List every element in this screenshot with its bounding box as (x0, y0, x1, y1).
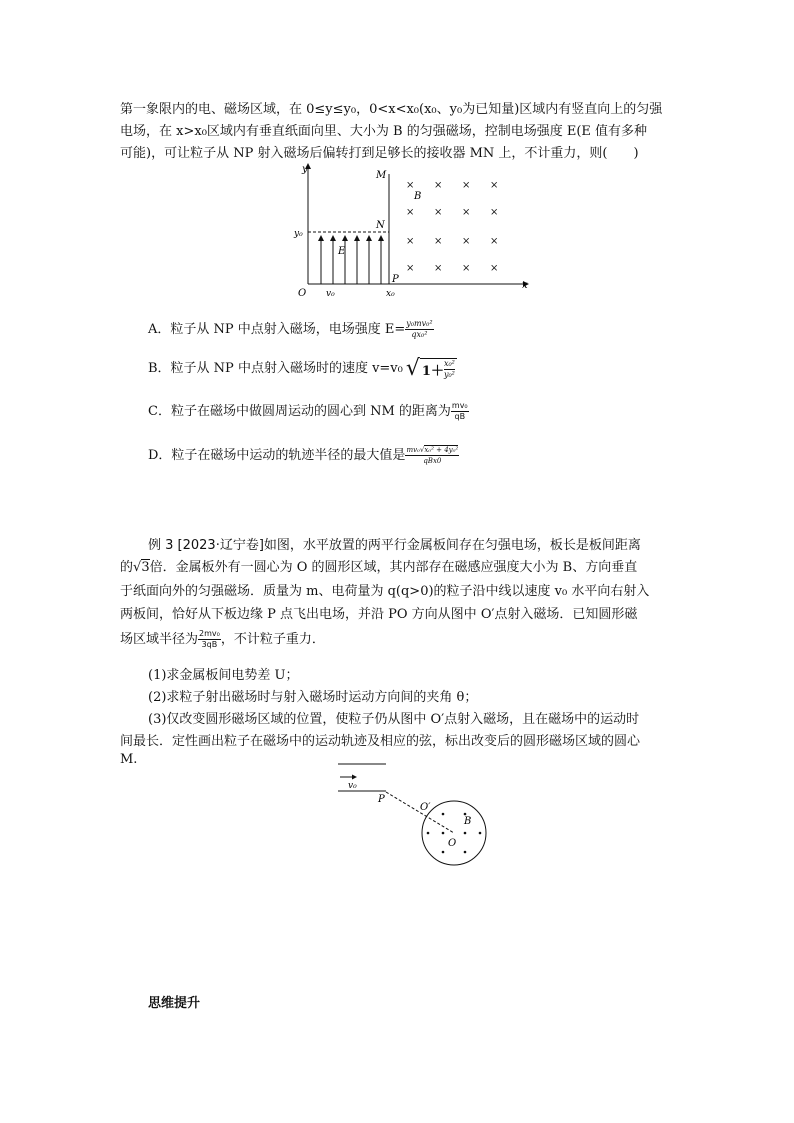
y-axis-label: y (302, 164, 308, 175)
label-m: M (376, 170, 387, 181)
option-a (148, 318, 434, 340)
radius-fraction: $\frac{\text{2mv₀}}{3qB}$ (199, 629, 220, 649)
svg-text:×: × (406, 263, 415, 274)
example3-figure (330, 758, 500, 868)
label-b: B (464, 816, 472, 827)
svg-text:×: × (434, 180, 443, 191)
option-b-radical: √ 1＋ $\frac{\text{x₀²}}{\text{y₀²}}$ (405, 356, 455, 381)
example3-line-1: 例 3 [2023·辽宁卷]如图，水平放置的两平行金属板间存在匀强电场，板长是板间距离 (148, 538, 641, 553)
example3-line-3: 于纸面向外的匀强磁场．质量为 m、电荷量为 q(q>0)的粒子沿中线以速度 v₀ 水平向右射入 (120, 584, 650, 599)
svg-text:×: × (462, 263, 471, 274)
label-p: P (378, 794, 385, 805)
label-y0: y₀ (294, 229, 303, 239)
svg-text:×: × (490, 236, 499, 247)
label-o-prime: O′ (420, 802, 431, 813)
option-c-text: C．粒子在磁场中做圆周运动的圆心到 NM 的距离为 (148, 404, 451, 419)
label-n: N (376, 220, 385, 231)
option-d-text: D．粒子在磁场中运动的轨迹半径的最大值是 (148, 448, 406, 463)
origin-label: O (298, 288, 307, 299)
svg-text:×: × (462, 236, 471, 247)
svg-text:×: × (462, 180, 471, 191)
example3-line-5: 场区域半径为 $\frac{\text{2mv₀}}{3qB}$ ，不计粒子重力． (120, 629, 325, 649)
svg-text:×: × (490, 207, 499, 218)
option-a-text: A．粒子从 NP 中点射入磁场，电场强度 E= (148, 322, 406, 337)
option-d-fraction: mv₀√x₀² + 4y₀² qBx0 (406, 446, 459, 465)
option-c-fraction: $\frac{\text{mv₀}}{qB}$ (451, 401, 468, 421)
example3-q1: (1)求金属板间电势差 U； (148, 668, 299, 683)
thinking-heading: 思维提升 (148, 996, 201, 1011)
electric-field-arrows (321, 236, 381, 284)
option-c (148, 400, 469, 422)
x-axis-label: x (522, 280, 528, 291)
example3-line-2: 的√3倍．金属板外有一圆心为 O 的圆形区域，其内部存在磁感应强度大小为 B、方向垂直 (120, 560, 638, 575)
problem1-line-1: 第一象限内的电、磁场区域，在 0≤y≤y₀，0<x<x₀(x₀、y₀为已知量)区域内有竖直向上的匀强 (120, 102, 663, 117)
option-b (148, 356, 457, 381)
svg-text:×: × (434, 263, 443, 274)
example3-label: 例 3 [2023·辽宁卷] (148, 538, 264, 553)
svg-text:×: × (490, 263, 499, 274)
svg-text:×: × (462, 207, 471, 218)
svg-text:×: × (406, 236, 415, 247)
label-b: B (414, 191, 422, 202)
label-x0: x₀ (386, 289, 395, 299)
svg-text:×: × (406, 207, 415, 218)
label-p: P (392, 274, 399, 285)
svg-text:×: × (434, 236, 443, 247)
svg-text:×: × (434, 207, 443, 218)
option-d (148, 444, 459, 466)
option-b-text: B．粒子从 NP 中点射入磁场时的速度 v=v₀ (148, 361, 403, 376)
example3-q2: (2)求粒子射出磁场时与射入磁场时运动方向间的夹角 θ； (148, 690, 478, 705)
option-a-fraction: $\frac{\text{y₀mv₀²}}{\text{qx₀²}}$ (406, 319, 433, 339)
problem1-figure (280, 160, 540, 305)
label-e: E (338, 246, 346, 257)
example3-line-4: 两板间，恰好从下板边缘 P 点飞出电场，并沿 PO 方向从图中 O′点射入磁场．已知圆形磁 (120, 607, 638, 622)
problem1-line-2: 电场，在 x>x₀区域内有垂直纸面向里、大小为 B 的匀强磁场，控制电场强度 E(E 值有多种 (120, 124, 648, 139)
label-v0: v₀ (326, 289, 335, 299)
example3-q3-line-2: 间最长．定性画出粒子在磁场中的运动轨迹及相应的弦，标出改变后的圆形磁场区域的圆心 (120, 734, 641, 749)
label-o: O (448, 838, 457, 849)
example3-q3-line-3: M. (120, 752, 138, 767)
svg-text:×: × (406, 180, 415, 191)
problem1-line-3: 可能)，可让粒子从 NP 射入磁场后偏转打到足够长的接收器 MN 上，不计重力，则( ) (120, 146, 639, 161)
label-v0: v₀ (348, 781, 357, 791)
example3-q3-line-1: (3)仅改变圆形磁场区域的位置，使粒子仍从图中 O′点射入磁场，且在磁场中的运动时 (148, 712, 640, 727)
svg-text:×: × (490, 180, 499, 191)
sqrt3: √3 (133, 560, 150, 575)
